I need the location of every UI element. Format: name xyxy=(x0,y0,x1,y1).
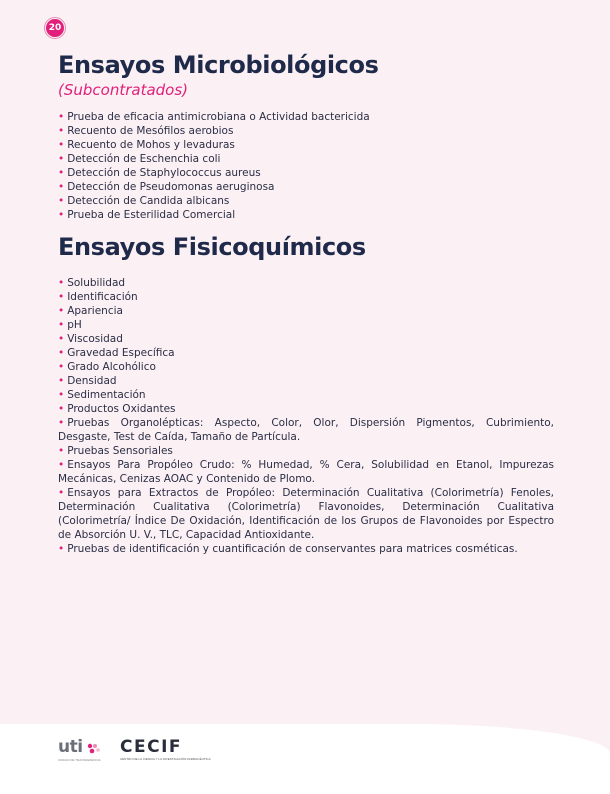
cecif-logo-subtitle: CENTRO DE LA CIENCIA Y LA INVESTIGACIÓN FARMACÉUTICA xyxy=(120,757,211,761)
list-item: • Prueba de eficacia antimicrobiana o Actividad bactericida xyxy=(58,110,554,124)
cecif-logo-text: CECIF xyxy=(120,737,183,757)
uti-dots-icon xyxy=(87,742,101,754)
uti-logo-text: uti xyxy=(58,737,83,757)
uti-logo xyxy=(58,738,101,762)
footer xyxy=(0,724,610,794)
list-item: • Prueba de Esterilidad Comercial xyxy=(58,208,554,222)
section-title-fisicoquimicos: Ensayos Fisicoquímicos xyxy=(58,233,366,261)
list-item: • Detección de Pseudomonas aeruginosa xyxy=(58,180,554,194)
list-item: • Pruebas Sensoriales xyxy=(58,444,554,458)
list-item: • Sedimentación xyxy=(58,388,554,402)
main-content xyxy=(58,48,554,556)
cecif-logo xyxy=(120,738,211,761)
list-item: • Pruebas de identificación y cuantificación de conservantes para matrices cosméticas. xyxy=(58,542,554,556)
list-item: • Viscosidad xyxy=(58,332,554,346)
list-item: • Grado Alcohólico xyxy=(58,360,554,374)
list-item: • Detección de Candida albicans xyxy=(58,194,554,208)
uti-logo-subtitle: UNIDAD DE TRANSFERENCIA xyxy=(58,758,101,762)
list-item: • Solubilidad xyxy=(58,276,554,290)
section-title-microbiologicos: Ensayos Microbiológicos xyxy=(58,51,379,79)
list-item: • Pruebas Organolépticas: Aspecto, Color, Olor, Dispersión Pigmentos, Cubrimiento, Desgaste, Test de Caída, Tamaño de Partícula. xyxy=(58,416,554,444)
list-item: • Recuento de Mohos y levaduras xyxy=(58,138,554,152)
microbiologicos-list xyxy=(58,110,554,222)
list-item: • Ensayos para Extractos de Propóleo: Determinación Cualitativa (Colorimetría) Fenoles, Determinación Cualitativa (Colorimetría) Flavonoides, Determinación Cualitativa (Colorimetría/ Índice De Oxidación, Identificación de los Grupos de Flavonoides por Espectro de Absorción U. V., TLC, Capacidad Antioxidante. xyxy=(58,486,554,542)
list-item: • Apariencia xyxy=(58,304,554,318)
list-item: • Productos Oxidantes xyxy=(58,402,554,416)
list-item: • Recuento de Mesófilos aerobios xyxy=(58,124,554,138)
list-item: • Detección de Eschenchia coli xyxy=(58,152,554,166)
section-subtitle: (Subcontratados) xyxy=(58,81,189,99)
page-number-badge: 20 xyxy=(46,19,64,37)
fisicoquimicos-list xyxy=(58,276,554,556)
list-item: • Ensayos Para Propóleo Crudo: % Humedad, % Cera, Solubilidad en Etanol, Impurezas Mecánicas, Cenizas AOAC y Contenido de Plomo. xyxy=(58,458,554,486)
list-item: • pH xyxy=(58,318,554,332)
list-item: • Gravedad Específica xyxy=(58,346,554,360)
list-item: • Detección de Staphylococcus aureus xyxy=(58,166,554,180)
list-item: • Densidad xyxy=(58,374,554,388)
list-item: • Identificación xyxy=(58,290,554,304)
